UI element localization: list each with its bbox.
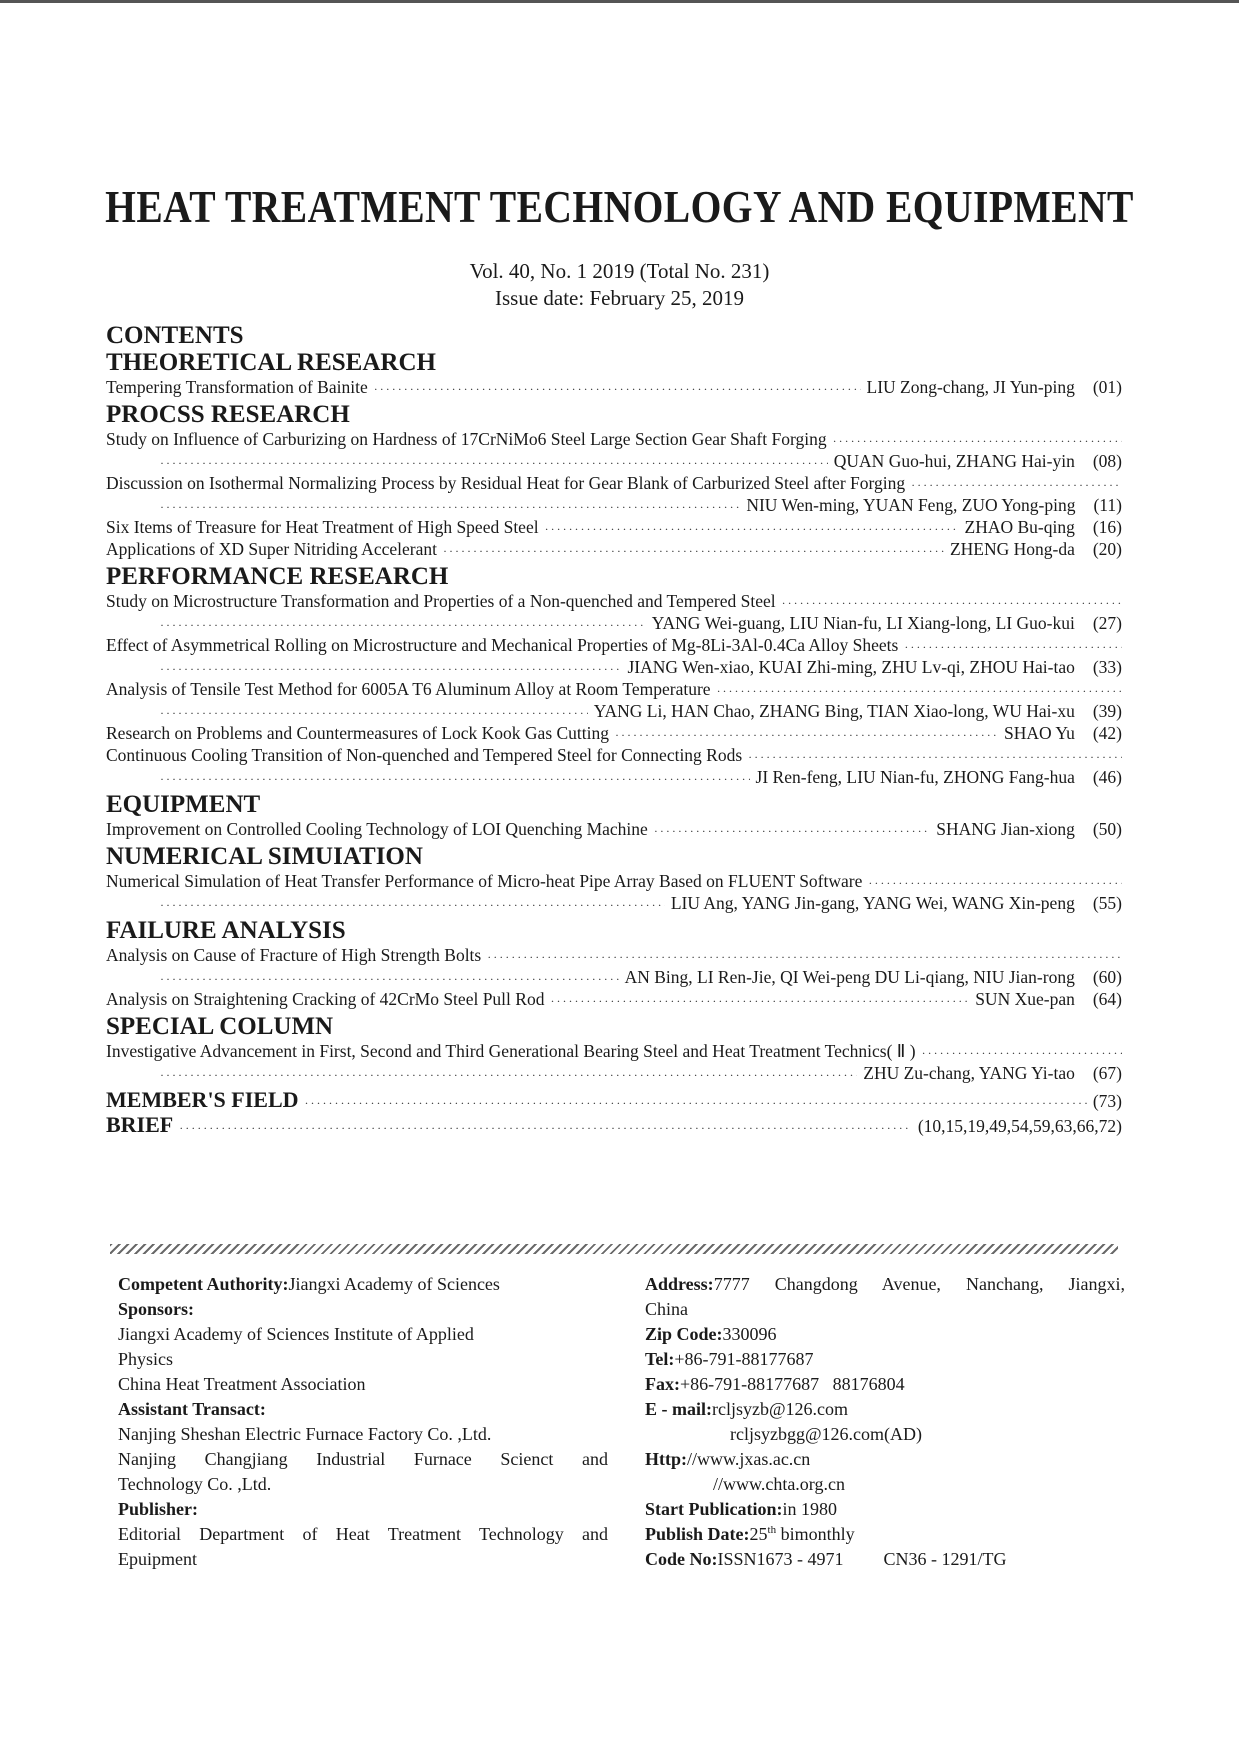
zip-value: 330096 bbox=[722, 1324, 777, 1344]
dot-leader bbox=[922, 1047, 1122, 1059]
publisher-value-cont: Epuipment bbox=[118, 1549, 197, 1569]
article-title[interactable]: Study on Influence of Carburizing on Hardness of 17CrNiMo6 Steel Large Section Gear Shaft Forging bbox=[106, 429, 827, 449]
toc-entry-author-row[interactable] bbox=[106, 1062, 1122, 1084]
cn-value: CN36 - 1291/TG bbox=[883, 1549, 1007, 1569]
assistant-2: Nanjing Changjiang Industrial Furnace Scienct and bbox=[118, 1449, 608, 1469]
dot-leader bbox=[868, 877, 1122, 889]
toc-entry[interactable] bbox=[106, 538, 1122, 560]
dot-leader bbox=[654, 825, 930, 837]
dot-leader bbox=[160, 457, 828, 469]
toc-entry-author-row[interactable] bbox=[106, 700, 1122, 722]
article-authors: ZHAO Bu-qing bbox=[964, 517, 1075, 537]
address-value: 7777 Changdong Avenue, Nanchang, Jiangxi, bbox=[713, 1274, 1125, 1294]
sponsor-1: Jiangxi Academy of Sciences Institute of Applied bbox=[118, 1324, 474, 1344]
dot-leader bbox=[782, 597, 1122, 609]
email-link-1[interactable]: rcljsyzb@126.com bbox=[712, 1399, 849, 1419]
toc-entry-title-row[interactable] bbox=[106, 870, 1122, 892]
article-authors: LIU Ang, YANG Jin-gang, YANG Wei, WANG Xin-peng bbox=[670, 893, 1075, 913]
publication-info-left bbox=[118, 1272, 608, 1572]
article-title[interactable]: Analysis on Straightening Cracking of 42CrMo Steel Pull Rod bbox=[106, 989, 545, 1009]
decorative-border bbox=[110, 1244, 1118, 1254]
article-authors: SUN Xue-pan bbox=[975, 989, 1075, 1009]
assistant-2-cont: Technology Co. ,Ltd. bbox=[118, 1474, 272, 1494]
toc-entry-author-row[interactable] bbox=[106, 892, 1122, 914]
article-page: (60) bbox=[1092, 967, 1122, 987]
section-heading: PERFORMANCE RESEARCH bbox=[106, 563, 449, 590]
start-publication-label: Start Publication: bbox=[645, 1499, 783, 1519]
toc-entry[interactable] bbox=[106, 376, 1122, 398]
toc-entry-title-row[interactable] bbox=[106, 944, 1122, 966]
address-label: Address: bbox=[645, 1274, 714, 1294]
member-field-page: (73) bbox=[1092, 1091, 1122, 1111]
article-page: (39) bbox=[1092, 701, 1122, 721]
article-authors: SHAO Yu bbox=[1004, 723, 1075, 743]
brief-pages: (10,15,19,49,54,59,63,66,72) bbox=[917, 1116, 1122, 1136]
sponsors-label: Sponsors: bbox=[118, 1299, 195, 1319]
dot-leader bbox=[911, 479, 1122, 491]
dot-leader bbox=[550, 995, 969, 1007]
publication-info-right bbox=[645, 1272, 1125, 1572]
toc-entry-title-row[interactable] bbox=[106, 634, 1122, 656]
section-heading: SPECIAL COLUMN bbox=[106, 1013, 334, 1040]
toc-entry-title-row[interactable] bbox=[106, 678, 1122, 700]
toc-entry-author-row[interactable] bbox=[106, 656, 1122, 678]
email-link-2[interactable]: rcljsyzbgg@126.com(AD) bbox=[730, 1424, 923, 1444]
toc-entry[interactable] bbox=[106, 818, 1122, 840]
dot-leader bbox=[615, 729, 998, 741]
assistant-label: Assistant Transact: bbox=[118, 1399, 266, 1419]
issue-info bbox=[0, 258, 1239, 312]
article-title[interactable]: Continuous Cooling Transition of Non-quenched and Tempered Steel for Connecting Rods bbox=[106, 745, 743, 765]
publisher-value: Editorial Department of Heat Treatment Technology and bbox=[118, 1524, 608, 1544]
publish-date-frequency: bimonthly bbox=[776, 1524, 855, 1544]
article-authors: ZHENG Hong-da bbox=[949, 539, 1075, 559]
code-label: Code No: bbox=[645, 1549, 718, 1569]
authority-value: Jiangxi Academy of Sciences bbox=[288, 1274, 500, 1294]
article-page: (46) bbox=[1092, 767, 1122, 787]
table-of-contents bbox=[106, 322, 1122, 1137]
zip-label: Zip Code: bbox=[645, 1324, 723, 1344]
article-title[interactable]: Applications of XD Super Nitriding Accelerant bbox=[106, 539, 437, 559]
website-link-1[interactable]: //www.jxas.ac.cn bbox=[687, 1449, 811, 1469]
dot-leader bbox=[179, 1122, 912, 1134]
fax-value: +86-791-88177687 88176804 bbox=[680, 1374, 905, 1394]
article-page: (16) bbox=[1092, 517, 1122, 537]
sponsor-2: China Heat Treatment Association bbox=[118, 1374, 366, 1394]
fax-label: Fax: bbox=[645, 1374, 680, 1394]
dot-leader bbox=[833, 435, 1122, 447]
address-value-cont: China bbox=[645, 1299, 688, 1319]
article-page: (20) bbox=[1092, 539, 1122, 559]
publish-date-day: 25 bbox=[749, 1524, 768, 1544]
publisher-label: Publisher: bbox=[118, 1499, 199, 1519]
contents-heading: CONTENTS bbox=[106, 322, 244, 349]
sponsor-1-cont: Physics bbox=[118, 1349, 174, 1369]
article-authors: JIANG Wen-xiao, KUAI Zhi-ming, ZHU Lv-qi, ZHOU Hai-tao bbox=[627, 657, 1075, 677]
section-heading: PROCSS RESEARCH bbox=[106, 401, 350, 428]
email-label: E - mail: bbox=[645, 1399, 712, 1419]
toc-entry-title-row[interactable] bbox=[106, 428, 1122, 450]
toc-entry-author-row[interactable] bbox=[106, 450, 1122, 472]
toc-entry-author-row[interactable] bbox=[106, 966, 1122, 988]
dot-leader bbox=[443, 545, 944, 557]
brief-row[interactable] bbox=[106, 1112, 1122, 1137]
article-title[interactable]: Six Items of Treasure for Heat Treatment of High Speed Steel bbox=[106, 517, 539, 537]
tel-label: Tel: bbox=[645, 1349, 675, 1369]
toc-entry-title-row[interactable] bbox=[106, 744, 1122, 766]
article-title[interactable]: Research on Problems and Countermeasures of Lock Kook Gas Cutting bbox=[106, 723, 610, 743]
article-page: (42) bbox=[1092, 723, 1122, 743]
dot-leader bbox=[160, 707, 588, 719]
dot-leader bbox=[305, 1097, 1087, 1109]
section-heading: EQUIPMENT bbox=[106, 791, 261, 818]
dot-leader bbox=[160, 773, 750, 785]
dot-leader bbox=[160, 619, 646, 631]
dot-leader bbox=[545, 523, 959, 535]
article-page: (64) bbox=[1092, 989, 1122, 1009]
article-authors: YANG Li, HAN Chao, ZHANG Bing, TIAN Xiao-long, WU Hai-xu bbox=[593, 701, 1075, 721]
article-authors: SHANG Jian-xiong bbox=[936, 819, 1075, 839]
article-authors: AN Bing, LI Ren-Jie, QI Wei-peng DU Li-qiang, NIU Jian-rong bbox=[624, 967, 1075, 987]
article-title[interactable]: Analysis on Cause of Fracture of High Strength Bolts bbox=[106, 945, 482, 965]
toc-entry-author-row[interactable] bbox=[106, 494, 1122, 516]
toc-entry-title-row[interactable] bbox=[106, 1040, 1122, 1062]
issn-value: ISSN1673 - 4971 bbox=[717, 1549, 844, 1569]
toc-entry[interactable] bbox=[106, 516, 1122, 538]
article-title[interactable]: Analysis of Tensile Test Method for 6005A T6 Aluminum Alloy at Room Temperature bbox=[106, 679, 711, 699]
tel-value: +86-791-88177687 bbox=[674, 1349, 814, 1369]
volume-line: Vol. 40, No. 1 2019 (Total No. 231) bbox=[469, 259, 770, 283]
dot-leader bbox=[160, 973, 619, 985]
toc-entry-title-row[interactable] bbox=[106, 472, 1122, 494]
article-authors: JI Ren-feng, LIU Nian-fu, ZHONG Fang-hua bbox=[755, 767, 1075, 787]
member-field-label: MEMBER'S FIELD bbox=[106, 1087, 299, 1112]
dot-leader bbox=[374, 383, 861, 395]
dot-leader bbox=[160, 663, 622, 675]
brief-label: BRIEF bbox=[106, 1112, 174, 1137]
article-title[interactable]: Discussion on Isothermal Normalizing Process by Residual Heat for Gear Blank of Carburized Steel after Forging bbox=[106, 473, 906, 493]
section-heading: FAILURE ANALYSIS bbox=[106, 917, 346, 944]
article-authors: ZHU Zu-chang, YANG Yi-tao bbox=[863, 1063, 1075, 1083]
article-authors: LIU Zong-chang, JI Yun-ping bbox=[866, 377, 1075, 397]
toc-entry[interactable] bbox=[106, 988, 1122, 1010]
dot-leader bbox=[717, 685, 1122, 697]
journal-title: HEAT TREATMENT TECHNOLOGY AND EQUIPMENT bbox=[105, 181, 1134, 232]
article-title[interactable]: Tempering Transformation of Bainite bbox=[106, 377, 368, 397]
article-title[interactable]: Investigative Advancement in First, Second and Third Generational Bearing Steel and Heat Treatment Technics( Ⅱ ) bbox=[106, 1041, 916, 1061]
article-title[interactable]: Improvement on Controlled Cooling Technology of LOI Quenching Machine bbox=[106, 819, 648, 839]
article-title[interactable]: Effect of Asymmetrical Rolling on Microstructure and Mechanical Properties of Mg-8Li-3Al-0.4Ca Alloy Sheets bbox=[106, 635, 899, 655]
article-authors: NIU Wen-ming, YUAN Feng, ZUO Yong-ping bbox=[746, 495, 1076, 515]
website-link-2[interactable]: //www.chta.org.cn bbox=[713, 1474, 845, 1494]
article-authors: YANG Wei-guang, LIU Nian-fu, LI Xiang-long, LI Guo-kui bbox=[651, 613, 1075, 633]
article-page: (01) bbox=[1092, 377, 1122, 397]
article-page: (55) bbox=[1092, 893, 1122, 913]
authority-label: Competent Authority: bbox=[118, 1274, 289, 1294]
publish-date-label: Publish Date: bbox=[645, 1524, 750, 1544]
dot-leader bbox=[160, 899, 665, 911]
article-title[interactable]: Study on Microstructure Transformation and Properties of a Non-quenched and Tempered Steel bbox=[106, 591, 776, 611]
publish-date-suffix: th bbox=[767, 1524, 777, 1536]
start-publication-value: in 1980 bbox=[782, 1499, 838, 1519]
article-authors: QUAN Guo-hui, ZHANG Hai-yin bbox=[833, 451, 1075, 471]
dot-leader bbox=[904, 641, 1122, 653]
article-page: (11) bbox=[1093, 495, 1122, 515]
section-heading: THEORETICAL RESEARCH bbox=[106, 349, 436, 376]
article-page: (33) bbox=[1092, 657, 1122, 677]
assistant-1: Nanjing Sheshan Electric Furnace Factory Co. ,Ltd. bbox=[118, 1424, 492, 1444]
page-top-edge bbox=[0, 0, 1239, 3]
toc-entry[interactable] bbox=[106, 722, 1122, 744]
issue-date: Issue date: February 25, 2019 bbox=[494, 286, 745, 310]
toc-entry-title-row[interactable] bbox=[106, 590, 1122, 612]
article-page: (50) bbox=[1092, 819, 1122, 839]
section-heading: NUMERICAL SIMUIATION bbox=[106, 843, 423, 870]
article-title[interactable]: Numerical Simulation of Heat Transfer Performance of Micro-heat Pipe Array Based on FLUENT Software bbox=[106, 871, 863, 891]
article-page: (08) bbox=[1092, 451, 1122, 471]
toc-entry-author-row[interactable] bbox=[106, 612, 1122, 634]
toc-entry-author-row[interactable] bbox=[106, 766, 1122, 788]
article-page: (67) bbox=[1092, 1063, 1122, 1083]
dot-leader bbox=[160, 501, 740, 513]
article-page: (27) bbox=[1092, 613, 1122, 633]
dot-leader bbox=[748, 751, 1122, 763]
dot-leader bbox=[487, 951, 1122, 963]
http-label: Http: bbox=[645, 1449, 687, 1469]
dot-leader bbox=[160, 1069, 857, 1081]
member-field-row[interactable] bbox=[106, 1087, 1122, 1112]
